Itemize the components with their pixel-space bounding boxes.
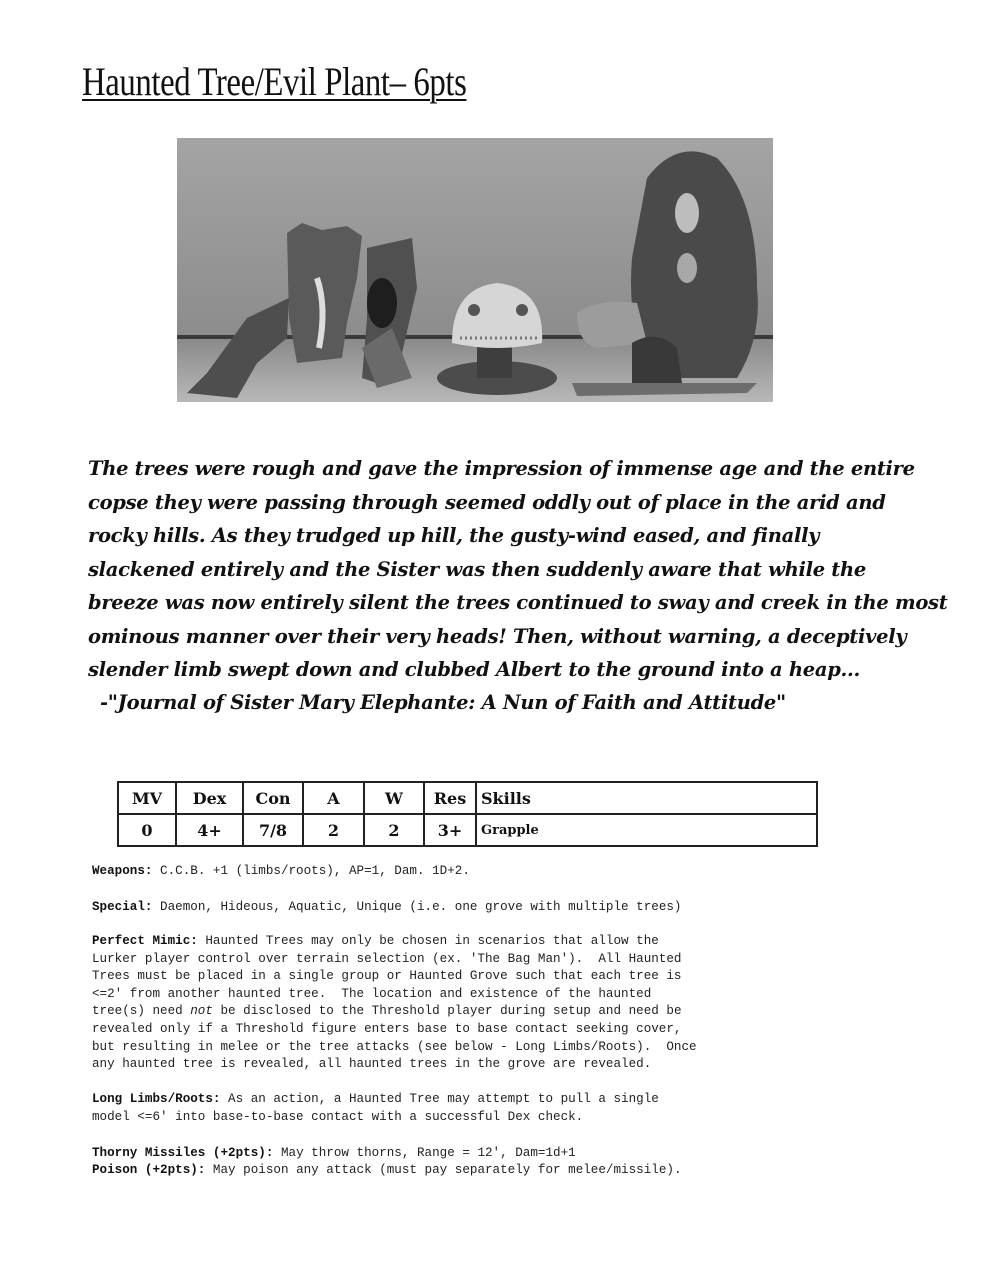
flavor-text — [88, 452, 948, 687]
poison-rule — [92, 1162, 882, 1180]
weapons-text: C.C.B. +1 (limbs/roots), AP=1, Dam. 1D+2. — [152, 864, 470, 878]
flavor-line: The trees were rough and gave the impression of immense age and the entire — [88, 457, 915, 480]
poison-text: May poison any attack (must pay separately for melee/missile). — [205, 1163, 682, 1177]
flavor-line: ominous manner over their very heads! Then, without warning, a deceptively — [88, 624, 907, 648]
mimic-line: Haunted Trees may only be chosen in scenarios that allow the — [197, 934, 659, 948]
stat-value-w: 2 — [364, 814, 424, 846]
thorny-missiles-text: May throw thorns, Range = 12', Dam=1d+1 — [273, 1146, 576, 1160]
long-limbs-label: Long Limbs/Roots: — [92, 1092, 221, 1106]
weapons-rule — [92, 863, 882, 881]
flavor-line: copse they were passing through seemed oddly out of place in the arid and — [88, 490, 886, 514]
stat-value-con: 7/8 — [243, 814, 303, 846]
stat-value-dex: 4+ — [176, 814, 243, 846]
special-text: Daemon, Hideous, Aquatic, Unique (i.e. one grove with multiple trees) — [152, 900, 682, 914]
mimic-emphasis: not — [190, 1004, 213, 1019]
stat-value-mv: 0 — [118, 814, 176, 846]
stat-header-con: Con — [243, 782, 303, 814]
flavor-line: rocky hills. As they trudged up hill, the gusty-wind eased, and finally — [88, 524, 820, 547]
special-label: Special: — [92, 900, 153, 914]
stat-header-dex: Dex — [176, 782, 243, 814]
long-limbs-rule — [92, 1091, 882, 1126]
stat-header-w: W — [364, 782, 424, 814]
mimic-line: <=2' from another haunted tree. The location and existence of the haunted — [92, 986, 652, 1001]
mimic-line: be disclosed to the Threshold player during setup and need be — [212, 1004, 682, 1019]
mimic-line: tree(s) need — [92, 1004, 191, 1019]
stats-value-row — [118, 814, 817, 846]
mimic-line: Trees must be placed in a single group or Haunted Grove such that each tree is — [92, 969, 682, 984]
weapons-label: Weapons: — [92, 864, 153, 878]
thorny-missiles-rule — [92, 1145, 882, 1163]
stat-value-res: 3+ — [424, 814, 476, 846]
flavor-line: slender limb swept down and clubbed Albert to the ground into a heap... — [88, 658, 860, 681]
perfect-mimic-label: Perfect Mimic: — [92, 934, 198, 948]
stats-table — [117, 781, 818, 847]
stat-header-res: Res — [424, 782, 476, 814]
page-title: Haunted Tree/Evil Plant– 6pts — [82, 59, 467, 104]
special-rule — [92, 899, 882, 917]
limbs-line: model <=6' into base-to-base contact with a successful Dex check. — [92, 1109, 584, 1124]
mimic-line: revealed only if a Threshold figure enters base to base contact seeking cover, — [92, 1021, 682, 1036]
mimic-line: any haunted tree is revealed, all haunted trees in the grove are revealed. — [92, 1057, 652, 1072]
perfect-mimic-rule — [92, 933, 882, 1074]
mimic-line: but resulting in melee or the tree attacks (see below - Long Limbs/Roots). Once — [92, 1039, 697, 1054]
stat-value-skills: Grapple — [476, 814, 817, 846]
stats-header-row — [118, 782, 817, 814]
thorny-missiles-label: Thorny Missiles (+2pts): — [92, 1146, 274, 1160]
mimic-line: Lurker player control over terrain selection (ex. 'The Bag Man'). All Haunted — [92, 951, 682, 966]
flavor-line: breeze was now entirely silent the trees continued to sway and creek in the most — [88, 591, 948, 614]
flavor-attribution: -"Journal of Sister Mary Elephante: A Nun of Faith and Attitude" — [100, 691, 786, 714]
flavor-line: slackened entirely and the Sister was then suddenly aware that while the — [88, 557, 866, 581]
stat-header-skills: Skills — [476, 782, 817, 814]
limbs-line: As an action, a Haunted Tree may attempt to pull a single — [220, 1092, 659, 1106]
stat-value-a: 2 — [303, 814, 364, 846]
miniatures-photo — [177, 138, 773, 402]
poison-label: Poison (+2pts): — [92, 1163, 206, 1177]
stat-header-a: A — [303, 782, 364, 814]
stat-header-mv: MV — [118, 782, 176, 814]
